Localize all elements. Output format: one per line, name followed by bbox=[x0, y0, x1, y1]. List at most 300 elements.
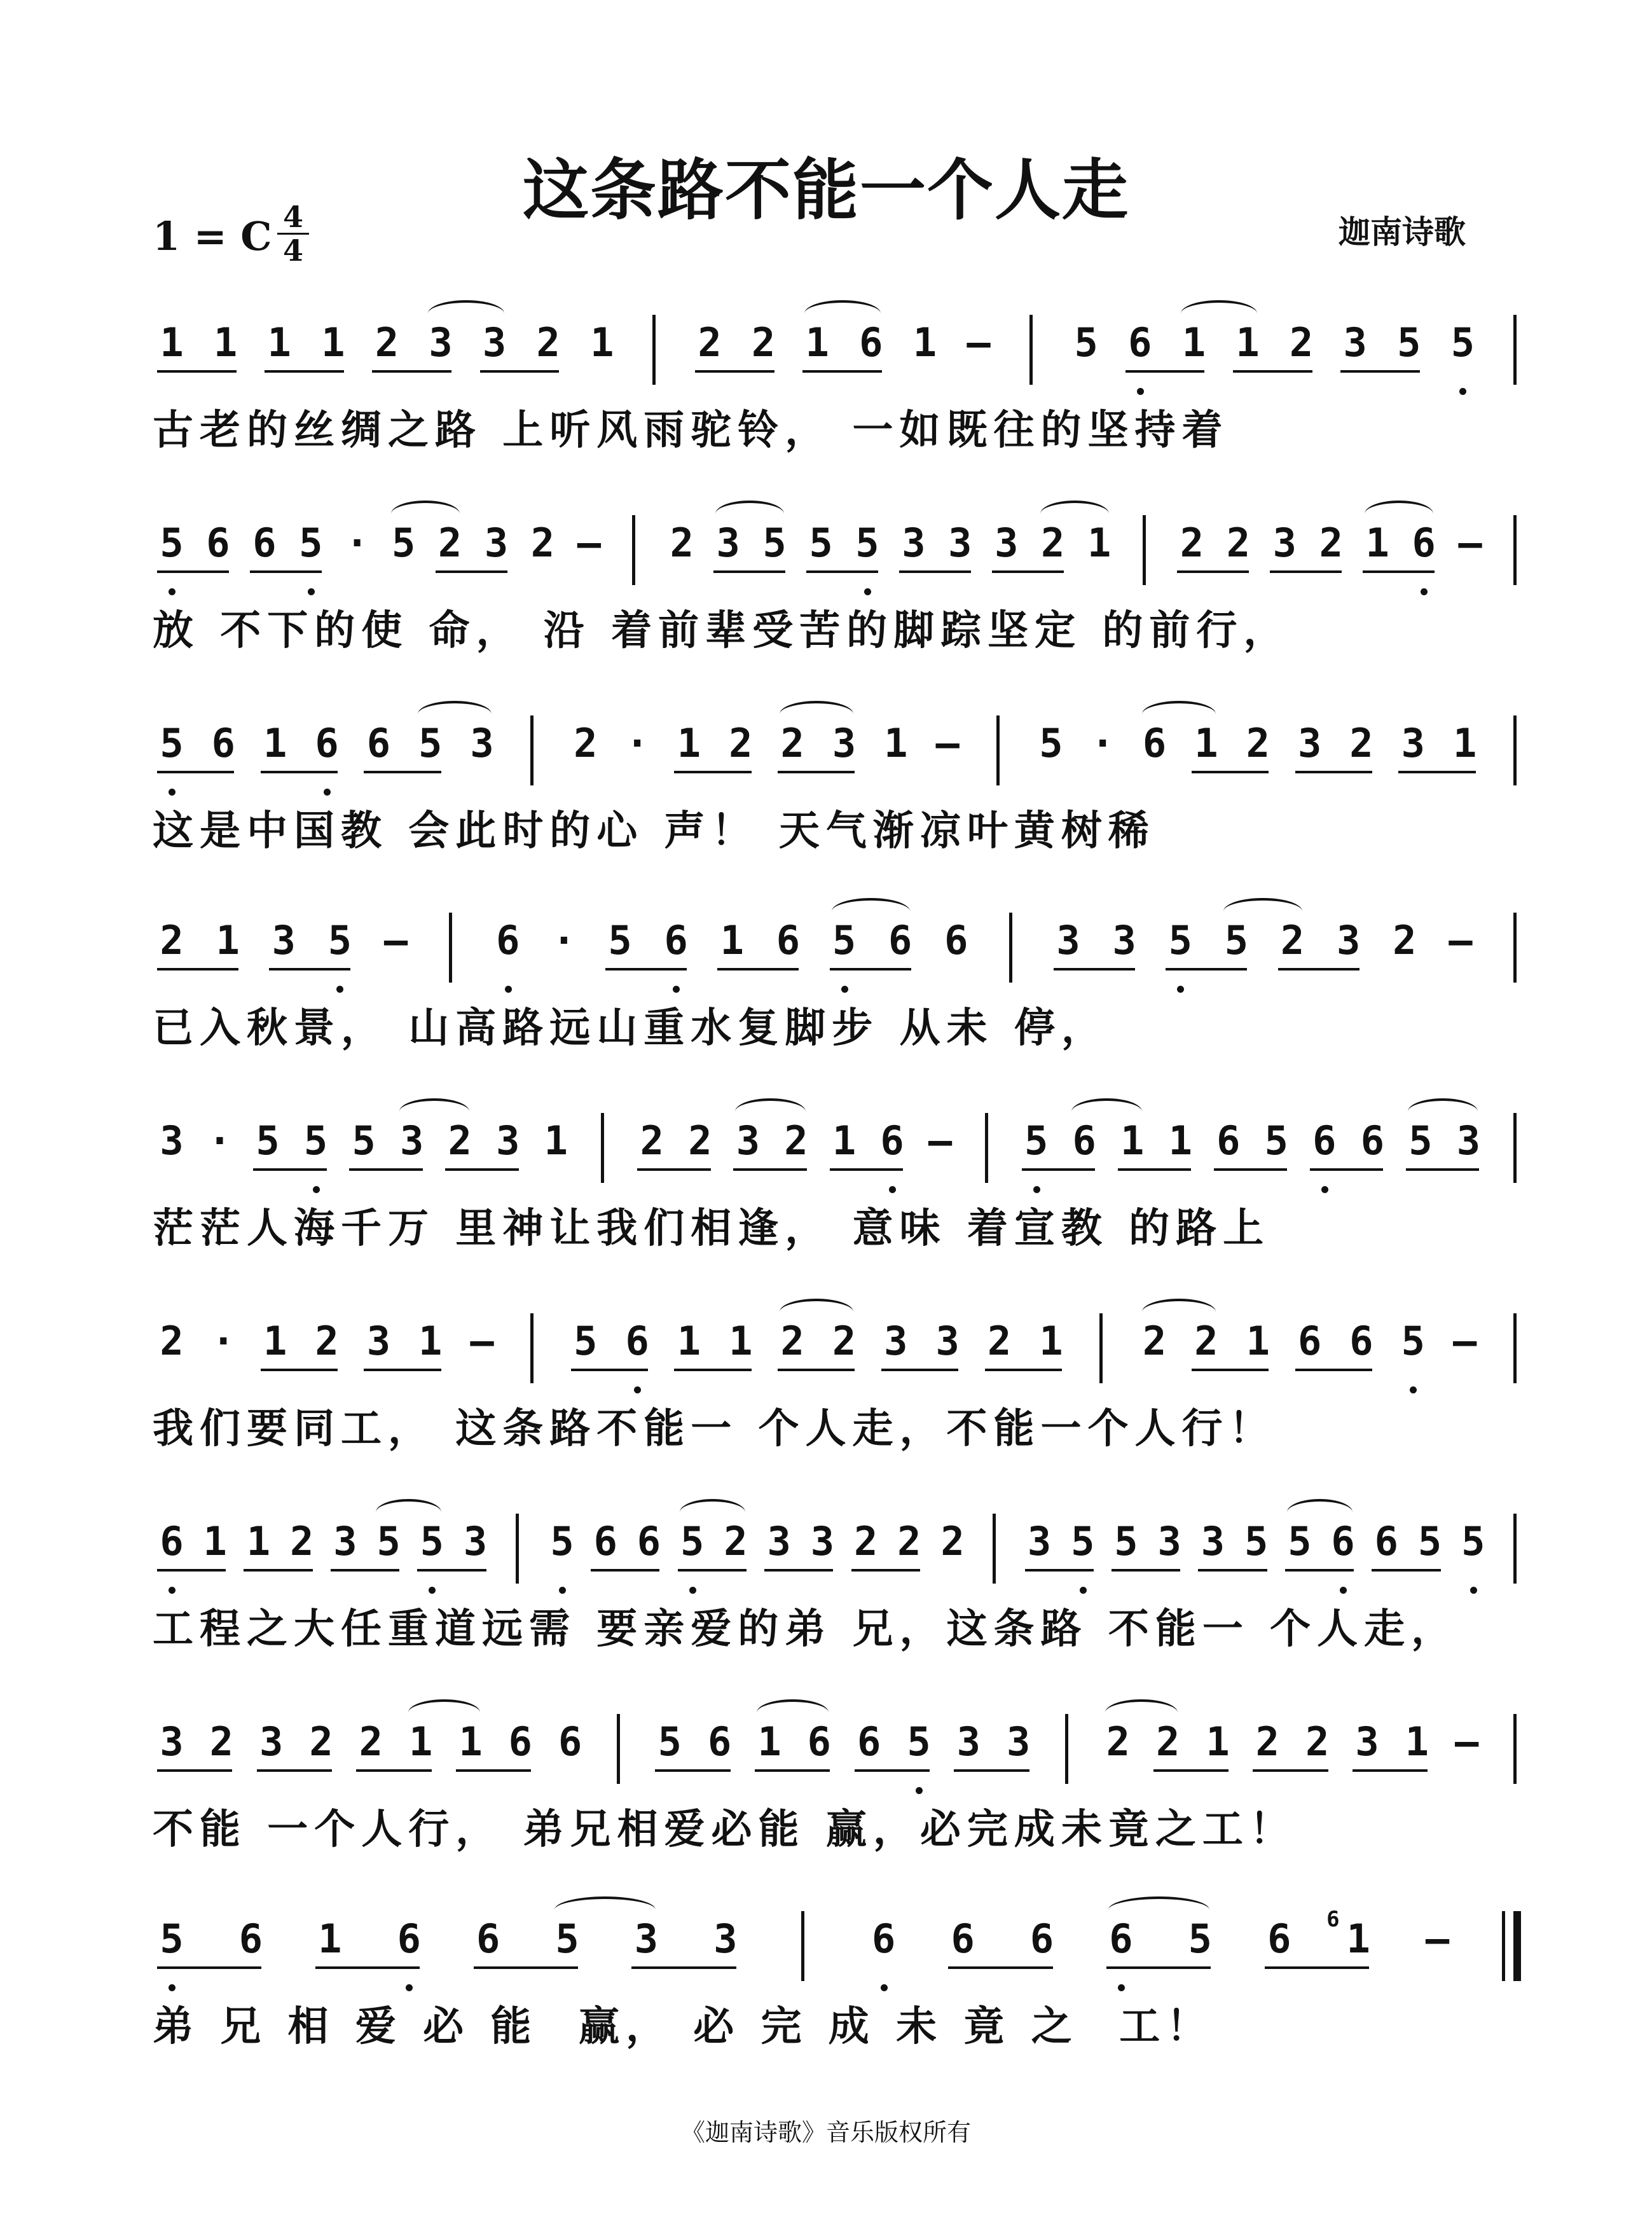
beam-line bbox=[733, 1168, 807, 1171]
note: 1 bbox=[757, 1718, 781, 1765]
note: 3 bbox=[1343, 319, 1367, 366]
final-barline bbox=[1513, 1911, 1521, 1981]
dash-note: – bbox=[1454, 1718, 1479, 1765]
note: 6 bbox=[1412, 520, 1436, 566]
note: 6 bbox=[625, 1318, 649, 1364]
note: 6 bbox=[1072, 1117, 1096, 1164]
score-row bbox=[0, 499, 1652, 715]
beam-line bbox=[674, 1369, 751, 1371]
time-signature-bottom: 4 bbox=[282, 233, 303, 268]
time-signature bbox=[277, 200, 309, 268]
note: 2 bbox=[853, 1518, 878, 1564]
note: 6 bbox=[664, 917, 688, 964]
beam-line bbox=[571, 1369, 648, 1371]
low-octave-dot bbox=[1410, 1386, 1417, 1393]
score-row bbox=[0, 1097, 1652, 1313]
beam-line bbox=[364, 1369, 441, 1371]
note: 5 bbox=[608, 917, 632, 964]
note: 5 bbox=[299, 520, 323, 566]
note: 2 bbox=[1305, 1718, 1330, 1765]
barline bbox=[617, 1714, 620, 1784]
dash-note: – bbox=[967, 319, 991, 366]
beam-line bbox=[265, 370, 344, 373]
beam-line bbox=[1233, 370, 1312, 373]
barline bbox=[1143, 515, 1146, 585]
augmentation-dot: · bbox=[211, 1318, 235, 1364]
note: 2 bbox=[1319, 520, 1343, 566]
beam-line bbox=[755, 1769, 830, 1772]
note: 6 bbox=[1216, 1117, 1241, 1164]
note: 3 bbox=[1056, 917, 1080, 964]
low-octave-dot bbox=[169, 789, 176, 796]
note: 1 bbox=[160, 319, 184, 366]
barline bbox=[996, 715, 1000, 785]
note: 1 bbox=[677, 1318, 701, 1364]
note: 6 bbox=[1360, 1117, 1385, 1164]
dash-note: – bbox=[1449, 917, 1473, 964]
note: 3 bbox=[767, 1518, 791, 1564]
beam-line bbox=[417, 1569, 486, 1571]
note: 3 bbox=[1336, 917, 1361, 964]
beam-line bbox=[250, 570, 322, 573]
note: 5 bbox=[762, 520, 787, 566]
dash-note: – bbox=[1425, 1916, 1450, 1962]
note: 6 bbox=[160, 1518, 184, 1564]
low-octave-dot bbox=[841, 986, 848, 993]
note: 2 bbox=[574, 720, 598, 766]
time-signature-top: 4 bbox=[282, 200, 303, 234]
barline bbox=[801, 1911, 804, 1981]
note: 6 bbox=[1029, 1916, 1054, 1962]
note: 5 bbox=[160, 520, 184, 566]
beam-line bbox=[802, 370, 882, 373]
lyrics-line: 已入秋景， 山高路远山重水复脚步 从未 停， bbox=[153, 1005, 1108, 1052]
note: 3 bbox=[333, 1518, 357, 1564]
note: 1 bbox=[677, 720, 701, 766]
note: 6 bbox=[366, 720, 391, 766]
notation-line bbox=[0, 700, 1652, 814]
beam-line bbox=[480, 370, 560, 373]
note: 5 bbox=[1461, 1518, 1485, 1564]
note: 1 bbox=[263, 1318, 287, 1364]
beam-line bbox=[713, 570, 785, 573]
beam-line bbox=[269, 968, 350, 970]
note: 5 bbox=[1397, 319, 1421, 366]
low-octave-dot bbox=[169, 1587, 176, 1594]
beam-line bbox=[1153, 1769, 1229, 1772]
note: 5 bbox=[1114, 1518, 1138, 1564]
beam-line bbox=[1406, 1168, 1480, 1171]
beam-line bbox=[806, 570, 878, 573]
low-octave-dot bbox=[1459, 388, 1466, 395]
low-octave-dot bbox=[1421, 588, 1428, 595]
barline bbox=[1513, 913, 1517, 983]
lyrics-line: 不能 一个人行， 弟兄相爱必能 赢，必完成未竟之工！ bbox=[153, 1806, 1297, 1853]
beam-line bbox=[778, 1369, 855, 1371]
beam-line bbox=[1285, 1569, 1354, 1571]
low-octave-dot bbox=[1118, 1984, 1125, 1991]
note: 5 bbox=[1168, 917, 1192, 964]
barline bbox=[632, 515, 635, 585]
barline bbox=[1099, 1313, 1103, 1383]
beam-line bbox=[445, 1168, 519, 1171]
note: 5 bbox=[832, 917, 857, 964]
note: 1 bbox=[458, 1718, 483, 1765]
note: 1 bbox=[408, 1718, 433, 1765]
note: 2 bbox=[780, 1318, 804, 1364]
augmentation-dot: · bbox=[552, 917, 576, 964]
low-octave-dot bbox=[169, 588, 176, 595]
note: 2 bbox=[897, 1518, 921, 1564]
note: 3 bbox=[160, 1117, 184, 1164]
beam-line bbox=[1265, 1966, 1369, 1969]
augmentation-dot: · bbox=[1091, 720, 1115, 766]
beam-line bbox=[253, 1168, 327, 1171]
beam-line bbox=[372, 370, 451, 373]
note: 1 bbox=[1181, 319, 1206, 366]
note: 2 bbox=[209, 1718, 233, 1765]
note: 6 bbox=[593, 1518, 617, 1564]
beam-line bbox=[261, 1369, 338, 1371]
beam-line bbox=[1353, 1769, 1428, 1772]
note: 6 bbox=[859, 319, 883, 366]
barline bbox=[530, 715, 533, 785]
low-octave-dot bbox=[1137, 388, 1144, 395]
lyrics-line: 弟 兄 相 爱 必 能 赢， 必 完 成 未 竟 之 工！ bbox=[153, 2003, 1214, 2050]
note: 2 bbox=[1106, 1718, 1130, 1765]
note: 2 bbox=[688, 1117, 712, 1164]
low-octave-dot bbox=[864, 588, 871, 595]
note: 5 bbox=[256, 1117, 280, 1164]
dash-note: – bbox=[383, 917, 408, 964]
note: 3 bbox=[160, 1718, 184, 1765]
note: 2 bbox=[784, 1117, 808, 1164]
barline bbox=[1513, 1714, 1517, 1784]
note: 1 bbox=[720, 917, 744, 964]
note: 3 bbox=[736, 1117, 761, 1164]
low-octave-dot bbox=[559, 1587, 566, 1594]
beam-line bbox=[881, 1369, 958, 1371]
beam-line bbox=[331, 1569, 399, 1571]
note: 5 bbox=[1288, 1518, 1312, 1564]
lyrics-line: 放 不下的使 命， 沿 着前辈受苦的脚踪坚定 的前行， bbox=[153, 607, 1291, 654]
copyright-footer: 《迦南诗歌》音乐版权所有 bbox=[680, 2118, 971, 2146]
low-octave-dot bbox=[169, 1984, 176, 1991]
note: 1 bbox=[203, 1518, 227, 1564]
beam-line bbox=[157, 570, 229, 573]
note: 6 bbox=[252, 520, 277, 566]
low-octave-dot bbox=[336, 986, 343, 993]
note: 2 bbox=[1393, 917, 1417, 964]
composer: 迦南诗歌 bbox=[1339, 214, 1466, 251]
note: 5 bbox=[303, 1117, 328, 1164]
low-octave-dot bbox=[1080, 1587, 1087, 1594]
note: 2 bbox=[448, 1117, 472, 1164]
beam-line bbox=[631, 1966, 736, 1969]
beam-line bbox=[1198, 1569, 1267, 1571]
note: 6 bbox=[1128, 319, 1152, 366]
note: 3 bbox=[496, 1117, 520, 1164]
note: 6 bbox=[558, 1718, 582, 1765]
beam-line bbox=[855, 1769, 930, 1772]
note: 5 bbox=[555, 1916, 579, 1962]
beam-line bbox=[1177, 570, 1249, 573]
note: 6 bbox=[776, 917, 801, 964]
note: 3 bbox=[935, 1318, 960, 1364]
note: 3 bbox=[1272, 520, 1297, 566]
score-row bbox=[0, 897, 1652, 1113]
notation-line bbox=[0, 897, 1652, 1011]
dash-note: – bbox=[470, 1318, 494, 1364]
beam-line bbox=[157, 1769, 232, 1772]
note: 1 bbox=[1168, 1117, 1192, 1164]
low-octave-dot bbox=[1033, 1186, 1040, 1193]
note: 3 bbox=[1157, 1518, 1181, 1564]
beam-line bbox=[157, 1569, 226, 1571]
grace-note: 6 bbox=[1326, 1907, 1340, 1932]
score-row bbox=[0, 1498, 1652, 1714]
low-octave-dot bbox=[324, 789, 331, 796]
beam-line bbox=[674, 771, 751, 773]
dash-note: – bbox=[935, 720, 960, 766]
note: 3 bbox=[716, 520, 740, 566]
beam-line bbox=[1192, 1369, 1269, 1371]
note: 5 bbox=[680, 1518, 705, 1564]
note: 5 bbox=[391, 520, 416, 566]
barline bbox=[1513, 1113, 1517, 1183]
low-octave-dot bbox=[673, 986, 680, 993]
note: 6 bbox=[315, 720, 339, 766]
note: 5 bbox=[327, 917, 352, 964]
beam-line bbox=[830, 1168, 904, 1171]
note: 5 bbox=[1074, 319, 1098, 366]
note: 3 bbox=[1201, 1518, 1225, 1564]
beam-line bbox=[1398, 771, 1475, 773]
note: 2 bbox=[1280, 917, 1305, 964]
note: 1 bbox=[1452, 720, 1477, 766]
note: 5 bbox=[1039, 720, 1063, 766]
note: 2 bbox=[1041, 520, 1065, 566]
barline bbox=[1513, 715, 1517, 785]
low-octave-dot bbox=[881, 1984, 888, 1991]
note: 3 bbox=[1006, 1718, 1031, 1765]
score-row bbox=[0, 1297, 1652, 1514]
beam-line bbox=[1363, 570, 1435, 573]
note: 2 bbox=[724, 1518, 748, 1564]
barline bbox=[1065, 1714, 1068, 1784]
note: 3 bbox=[956, 1718, 981, 1765]
barline bbox=[1513, 315, 1517, 385]
beam-line bbox=[1295, 1369, 1372, 1371]
beam-line bbox=[851, 1569, 920, 1571]
note: 3 bbox=[902, 520, 926, 566]
beam-line bbox=[605, 968, 687, 970]
beam-line bbox=[948, 1966, 1052, 1969]
low-octave-dot bbox=[889, 1186, 896, 1193]
note: 5 bbox=[1024, 1117, 1049, 1164]
note: 6 bbox=[888, 917, 912, 964]
beam-line bbox=[1270, 570, 1342, 573]
note: 1 bbox=[832, 1117, 857, 1164]
note: 2 bbox=[315, 1318, 339, 1364]
note: 1 bbox=[1194, 720, 1218, 766]
note: 1 bbox=[263, 720, 287, 766]
note: 3 bbox=[995, 520, 1019, 566]
beam-line bbox=[695, 370, 774, 373]
barline bbox=[1513, 1313, 1517, 1383]
beam-line bbox=[1025, 1569, 1094, 1571]
note: 1 bbox=[213, 319, 238, 366]
barline bbox=[516, 1514, 519, 1584]
note: 5 bbox=[574, 1318, 598, 1364]
note: 1 bbox=[1365, 520, 1389, 566]
barline bbox=[1513, 515, 1517, 585]
note: 2 bbox=[1180, 520, 1204, 566]
beam-line bbox=[1106, 1966, 1211, 1969]
beam-line bbox=[830, 968, 911, 970]
beam-line bbox=[954, 1769, 1029, 1772]
beam-line bbox=[1310, 1168, 1384, 1171]
barline bbox=[1502, 1911, 1505, 1981]
note: 6 bbox=[211, 720, 235, 766]
note: 5 bbox=[855, 520, 879, 566]
note: 6 bbox=[1109, 1916, 1133, 1962]
note: 6 bbox=[1374, 1518, 1398, 1564]
low-octave-dot bbox=[1340, 1587, 1347, 1594]
notation-line bbox=[0, 1895, 1652, 2010]
note: 3 bbox=[713, 1916, 738, 1962]
note: 1 bbox=[318, 1916, 342, 1962]
beam-line bbox=[1340, 370, 1420, 373]
beam-line bbox=[157, 771, 234, 773]
barline bbox=[530, 1313, 533, 1383]
augmentation-dot: · bbox=[625, 720, 649, 766]
note: 2 bbox=[698, 319, 722, 366]
note: 2 bbox=[290, 1518, 314, 1564]
note: 3 bbox=[482, 319, 507, 366]
note: 3 bbox=[470, 720, 494, 766]
barline bbox=[449, 913, 452, 983]
lyrics-line: 我们要同工， 这条路不能一 个人走，不能一个人行！ bbox=[153, 1406, 1276, 1453]
note: 6 bbox=[637, 1518, 661, 1564]
notation-line bbox=[0, 299, 1652, 413]
notation-line bbox=[0, 1097, 1652, 1212]
note: 3 bbox=[366, 1318, 391, 1364]
note: 6 bbox=[944, 917, 968, 964]
note: 3 bbox=[884, 1318, 908, 1364]
low-octave-dot bbox=[308, 588, 315, 595]
note: 6 bbox=[1349, 1318, 1373, 1364]
note: 2 bbox=[437, 520, 462, 566]
note: 2 bbox=[309, 1718, 333, 1765]
low-octave-dot bbox=[689, 1587, 696, 1594]
note: 5 bbox=[1417, 1518, 1442, 1564]
note: 3 bbox=[948, 520, 972, 566]
low-octave-dot bbox=[634, 1386, 641, 1393]
note: 3 bbox=[484, 520, 509, 566]
note: 2 bbox=[1246, 720, 1270, 766]
beam-line bbox=[1278, 968, 1359, 970]
key-signature: 1 = C bbox=[153, 213, 272, 259]
note: 5 bbox=[907, 1718, 931, 1765]
note: 5 bbox=[1401, 1318, 1425, 1364]
note: 6 bbox=[238, 1916, 263, 1962]
beam-line bbox=[456, 1769, 531, 1772]
low-octave-dot bbox=[313, 1186, 320, 1193]
note: 6 bbox=[1331, 1518, 1355, 1564]
beam-line bbox=[1192, 771, 1269, 773]
note: 5 bbox=[1244, 1518, 1269, 1564]
beam-line bbox=[1295, 771, 1372, 773]
low-octave-dot bbox=[429, 1587, 436, 1594]
low-octave-dot bbox=[505, 986, 512, 993]
low-octave-dot bbox=[1321, 1186, 1328, 1193]
beam-line bbox=[678, 1569, 747, 1571]
note: 6 bbox=[476, 1916, 500, 1962]
note: 1 bbox=[1246, 1318, 1270, 1364]
barline bbox=[652, 315, 656, 385]
note: 1 bbox=[590, 319, 614, 366]
note: 2 bbox=[832, 1318, 857, 1364]
note: 3 bbox=[400, 1117, 424, 1164]
lyrics-line: 古老的丝绸之路 上听风雨驼铃， 一如既往的坚持着 bbox=[153, 407, 1229, 454]
low-octave-dot bbox=[1177, 986, 1184, 993]
notation-line bbox=[0, 1698, 1652, 1813]
beam-line bbox=[436, 570, 507, 573]
beam-line bbox=[717, 968, 799, 970]
note: 6 bbox=[1312, 1117, 1337, 1164]
dash-note: – bbox=[1458, 520, 1482, 566]
note: 6 bbox=[206, 520, 230, 566]
note: 1 bbox=[246, 1518, 271, 1564]
note: 2 bbox=[160, 917, 184, 964]
note: 1 bbox=[729, 1318, 753, 1364]
note: 5 bbox=[376, 1518, 401, 1564]
note: 1 bbox=[912, 319, 937, 366]
beam-line bbox=[637, 1168, 711, 1171]
note: 6 bbox=[397, 1916, 421, 1962]
note: 1 bbox=[884, 720, 908, 766]
note: 3 bbox=[429, 319, 453, 366]
beam-line bbox=[157, 968, 238, 970]
note: 3 bbox=[259, 1718, 284, 1765]
note: 1 bbox=[1346, 1916, 1370, 1962]
beam-line bbox=[356, 1769, 431, 1772]
low-octave-dot bbox=[916, 1787, 923, 1794]
note: 1 bbox=[1120, 1117, 1145, 1164]
note: 6 bbox=[807, 1718, 831, 1765]
barline bbox=[1029, 315, 1033, 385]
dash-note: – bbox=[577, 520, 602, 566]
beam-line bbox=[992, 570, 1064, 573]
note: 1 bbox=[1236, 319, 1260, 366]
note: 6 bbox=[857, 1718, 881, 1765]
beam-line bbox=[1372, 1569, 1440, 1571]
note: 1 bbox=[1039, 1318, 1063, 1364]
note: 2 bbox=[670, 520, 694, 566]
beam-line bbox=[1054, 968, 1135, 970]
beam-line bbox=[985, 1369, 1062, 1371]
beam-line bbox=[157, 370, 237, 373]
beam-line bbox=[1253, 1769, 1328, 1772]
note: 1 bbox=[321, 319, 345, 366]
note: 2 bbox=[530, 520, 555, 566]
note: 3 bbox=[1297, 720, 1322, 766]
note: 5 bbox=[418, 720, 443, 766]
note: 5 bbox=[1188, 1916, 1212, 1962]
note: 3 bbox=[832, 720, 857, 766]
note: 3 bbox=[810, 1518, 835, 1564]
